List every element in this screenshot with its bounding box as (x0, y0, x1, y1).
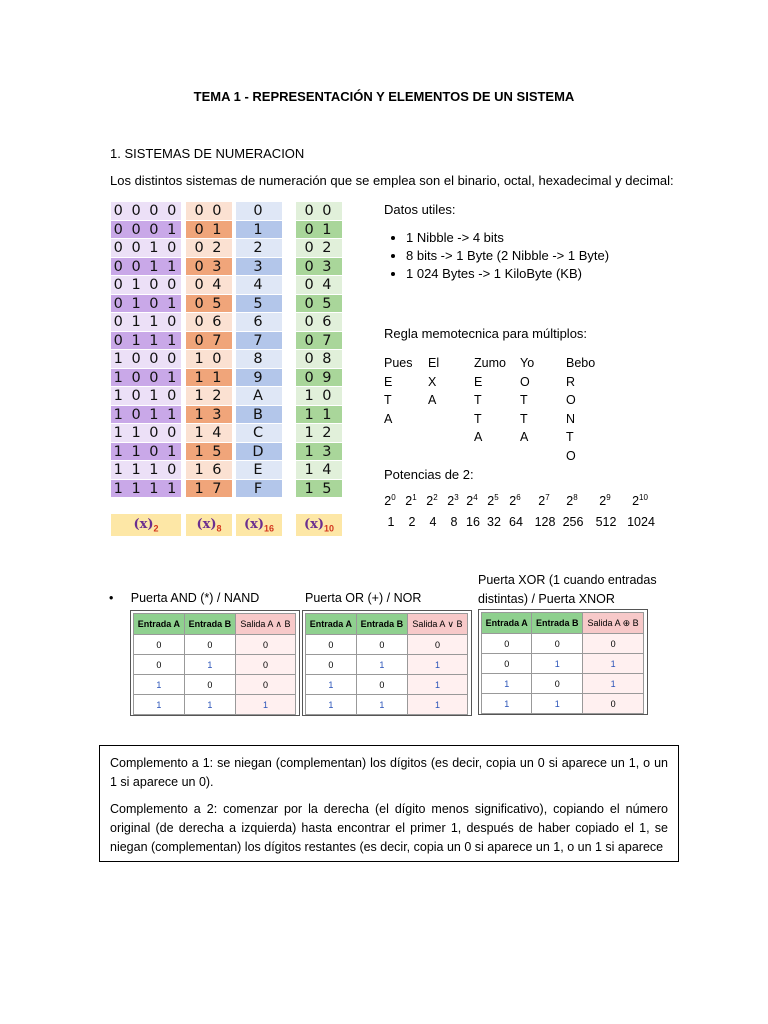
and-truth-table (133, 613, 296, 715)
mnemonic-letter: A (428, 393, 437, 407)
list-item: • 1 Nibble -> 4 bits (406, 230, 684, 245)
xor-gate-label (478, 571, 657, 609)
number-cell: 6 (236, 313, 282, 332)
table-cell: 1 (184, 655, 235, 675)
table-cell: 0 (356, 675, 407, 695)
mnemonic-letter: O (566, 393, 576, 407)
number-cell: 1 0 (186, 350, 232, 369)
table-cell: 0 (134, 635, 185, 655)
table-cell: 0 (583, 694, 644, 714)
number-cell: 0 1 0 1 (111, 295, 181, 314)
xor-label-line: distintas) / Puerta XNOR (478, 592, 615, 606)
power-exponent: 7 (545, 493, 550, 502)
mnemonic-word: Zumo (474, 356, 506, 370)
mnemonic-letter: N (566, 411, 576, 426)
table-cell: 1 (356, 695, 407, 715)
datos-heading: Datos utiles: (384, 202, 456, 217)
number-cell: 1 0 1 1 (111, 406, 181, 425)
number-cell: 5 (236, 295, 282, 314)
number-cell: 0 0 (296, 202, 342, 221)
power-base: $2^7$ (538, 493, 550, 509)
table-cell: 1 (235, 695, 295, 715)
number-cell: C (236, 424, 282, 443)
mnemonic-letter: X (428, 374, 437, 389)
table-cell: 1 (407, 655, 467, 675)
number-cell: 1 2 (296, 424, 342, 443)
complemento-box (99, 745, 679, 862)
number-cell: D (236, 443, 282, 462)
number-cell: 0 6 (296, 313, 342, 332)
column-header: Entrada B (532, 613, 583, 634)
number-cell: 2 (236, 239, 282, 258)
table-cell: 1 (407, 695, 467, 715)
number-cell: 1 0 0 0 (111, 350, 181, 369)
table-cell: 1 (407, 675, 467, 695)
number-cell: F (236, 480, 282, 499)
number-cell: 1 (236, 221, 282, 240)
table-header-row (306, 614, 468, 635)
power-value: 1 (387, 515, 395, 529)
mnemonic-word: El (428, 356, 440, 370)
list-item: • 8 bits -> 1 Byte (2 Nibble -> 1 Byte) (406, 248, 684, 263)
mnemonic-letter: T (520, 411, 528, 426)
table-header-row (482, 613, 644, 634)
column-header: Salida A ∧ B (235, 614, 295, 635)
power-base: $2^1$ (405, 493, 417, 509)
number-cell: 3 (236, 258, 282, 277)
mnemonic-letter: O (566, 448, 576, 463)
power-value: 16 (466, 515, 480, 529)
mnemonic-letter: A (520, 430, 529, 444)
decimal-column (296, 202, 342, 498)
table-header-row (134, 614, 296, 635)
hex-column (236, 202, 282, 498)
number-cell: 0 7 (186, 332, 232, 351)
power-exponent: 0 (391, 493, 396, 502)
section-heading: 1. SISTEMAS DE NUMERACION (110, 146, 305, 161)
power-exponent: 6 (516, 493, 521, 502)
power-value: 8 (450, 515, 458, 529)
and-gate-label: • Puerta AND (*) / NAND (109, 591, 260, 605)
mnemonic-column (384, 354, 413, 428)
table-row (134, 675, 296, 695)
number-cell: 1 6 (186, 461, 232, 480)
power-exponent: 9 (606, 493, 611, 502)
column-header: Entrada A (134, 614, 185, 635)
table-cell: 1 (482, 694, 532, 714)
mnemonic-word: Bebo (566, 356, 596, 370)
datos-utiles (384, 202, 684, 284)
power-value: 256 (562, 515, 584, 529)
number-cell: 0 5 (296, 295, 342, 314)
mnemonic-letter: T (384, 393, 392, 407)
column-header: Entrada B (184, 614, 235, 635)
mnemonic-word: Pues (384, 356, 413, 370)
power-exponent: 8 (573, 493, 578, 502)
number-cell: 1 0 (296, 387, 342, 406)
power-exponent: 2 (433, 493, 438, 502)
mnemonic-letter: A (474, 430, 483, 444)
table-row (482, 694, 644, 714)
table-row (306, 635, 468, 655)
mnemonic-letter: T (520, 393, 528, 407)
power-base: $2^8$ (566, 493, 578, 509)
mnemonic-column (520, 354, 534, 447)
number-cell: 0 1 (296, 221, 342, 240)
footer-base-2: $(x)_2$ (111, 514, 181, 536)
number-cell: 0 1 (186, 221, 232, 240)
number-cell: A (236, 387, 282, 406)
power-value: 64 (509, 515, 523, 529)
power-value: 32 (487, 515, 501, 529)
table-cell: 0 (235, 675, 295, 695)
number-cell: 1 5 (186, 443, 232, 462)
number-cell: E (236, 461, 282, 480)
mnemonic-letter: T (474, 411, 482, 426)
table-row (482, 654, 644, 674)
mnemonic-column (474, 354, 506, 447)
number-cell: 0 0 1 1 (111, 258, 181, 277)
power-base: $2^5$ (487, 493, 499, 509)
mnemonic-letter: E (384, 374, 393, 389)
number-cell: 1 7 (186, 480, 232, 499)
number-cell: 8 (236, 350, 282, 369)
mnemonic-letter: O (520, 374, 530, 389)
number-cell: 1 1 (186, 369, 232, 388)
table-row (306, 695, 468, 715)
or-gate-label: Puerta OR (+) / NOR (305, 591, 422, 605)
number-cell: 0 4 (186, 276, 232, 295)
regla-heading: Regla memotecnica para múltiplos: (384, 326, 588, 341)
footer-base-10: $(x)_{10}$ (296, 514, 342, 536)
mnemonic-letter: T (474, 393, 482, 407)
power-base: $2^0$ (384, 493, 396, 509)
column-header: Entrada B (356, 614, 407, 635)
intro-text: Los distintos sistemas de numeración que se emplea son el binario, octal, hexadecimal y decimal: (110, 173, 674, 188)
octal-column (186, 202, 232, 498)
table-row (482, 634, 644, 654)
table-cell: 1 (184, 695, 235, 715)
table-row (134, 635, 296, 655)
power-value: 1024 (627, 515, 655, 529)
number-cell: 0 7 (296, 332, 342, 351)
number-cell: 0 9 (296, 369, 342, 388)
number-cell: 1 1 1 0 (111, 461, 181, 480)
number-cell: B (236, 406, 282, 425)
number-cell: 0 8 (296, 350, 342, 369)
potencias-heading: Potencias de 2: (384, 467, 474, 482)
number-cell: 1 0 0 1 (111, 369, 181, 388)
number-cell: 1 1 1 1 (111, 480, 181, 499)
power-base: $2^9$ (599, 493, 611, 509)
table-cell: 0 (306, 655, 357, 675)
power-exponent: 3 (454, 493, 459, 502)
table-cell: 1 (583, 654, 644, 674)
number-cell: 0 0 1 0 (111, 239, 181, 258)
number-cell: 0 0 0 1 (111, 221, 181, 240)
footer-base-8: $(x)_8$ (186, 514, 232, 536)
number-cell: 0 0 0 0 (111, 202, 181, 221)
power-base: $2^4$ (466, 493, 478, 509)
power-base: $2^3$ (447, 493, 459, 509)
table-cell: 0 (235, 655, 295, 675)
table-cell: 1 (482, 674, 532, 694)
column-header: Entrada A (306, 614, 357, 635)
number-cell: 0 4 (296, 276, 342, 295)
number-cell: 0 0 (186, 202, 232, 221)
number-cell: 1 3 (186, 406, 232, 425)
power-base: $2^{10}$ (632, 493, 648, 509)
number-cell: 1 4 (296, 461, 342, 480)
number-cell: 4 (236, 276, 282, 295)
number-cell: 0 6 (186, 313, 232, 332)
table-row (134, 695, 296, 715)
footer-base-16: $(x)_{16}$ (236, 514, 282, 536)
table-cell: 0 (184, 635, 235, 655)
table-cell: 1 (134, 675, 185, 695)
power-base: $2^2$ (426, 493, 438, 509)
table-cell: 0 (532, 634, 583, 654)
table-cell: 1 (306, 675, 357, 695)
table-cell: 0 (235, 635, 295, 655)
number-cell: 0 1 0 0 (111, 276, 181, 295)
number-cell: 0 1 1 0 (111, 313, 181, 332)
table-row (134, 655, 296, 675)
datos-list (384, 230, 684, 281)
table-cell: 0 (532, 674, 583, 694)
number-cell: 1 4 (186, 424, 232, 443)
table-cell: 1 (356, 655, 407, 675)
column-header: Entrada A (482, 613, 532, 634)
table-row (482, 674, 644, 694)
table-cell: 0 (482, 634, 532, 654)
number-cell: 1 1 (296, 406, 342, 425)
mnemonic-word: Yo (520, 356, 535, 370)
number-cell: 0 1 1 1 (111, 332, 181, 351)
table-cell: 0 (356, 635, 407, 655)
mnemonic-letter: A (384, 411, 393, 426)
mnemonic-letter: T (566, 430, 574, 444)
table-cell: 0 (306, 635, 357, 655)
table-cell: 0 (134, 655, 185, 675)
table-cell: 1 (532, 654, 583, 674)
power-exponent: 5 (494, 493, 499, 502)
xor-label-line: Puerta XOR (1 cuando entradas (478, 573, 657, 587)
column-header: Salida A ⊕ B (583, 613, 644, 634)
power-value: 4 (429, 515, 437, 529)
power-base: $2^6$ (509, 493, 521, 509)
column-header: Salida A ∨ B (407, 614, 467, 635)
table-row (306, 655, 468, 675)
page-title: TEMA 1 - REPRESENTACIÓN Y ELEMENTOS DE UN SISTEMA (193, 89, 575, 104)
table-row (306, 675, 468, 695)
number-cell: 1 3 (296, 443, 342, 462)
power-exponent: 10 (639, 493, 648, 502)
mnemonic-column (428, 354, 439, 410)
or-truth-table (305, 613, 468, 715)
number-cell: 0 3 (296, 258, 342, 277)
table-cell: 1 (134, 695, 185, 715)
table-cell: 0 (184, 675, 235, 695)
power-exponent: 4 (473, 493, 478, 502)
list-item: • 1 024 Bytes -> 1 KiloByte (KB) (406, 266, 684, 281)
complemento-2: Complemento a 2: comenzar por la derecha (el dígito menos significativo), copiando el número original (de derecha a izquierda) hasta encontrar el primer 1, después de haber copiado el 1, se niegan (complementan) los dígitos restantes (es decir, copia un 0 si aparece un 1, o un 1 si aparece (110, 802, 668, 854)
table-cell: 0 (482, 654, 532, 674)
table-cell: 1 (532, 694, 583, 714)
mnemonic-letter: E (474, 374, 483, 389)
table-cell: 1 (583, 674, 644, 694)
number-cell: 1 1 0 1 (111, 443, 181, 462)
complemento-1: Complemento a 1: se niegan (complementan) los dígitos (es decir, copia un 0 si aparece un 1, o un 1 si aparece un 0). (110, 756, 668, 789)
number-cell: 0 3 (186, 258, 232, 277)
binary-column (111, 202, 181, 498)
power-value: 128 (534, 515, 556, 529)
number-cell: 0 (236, 202, 282, 221)
table-cell: 0 (583, 634, 644, 654)
power-value: 512 (595, 515, 617, 529)
power-exponent: 1 (412, 493, 417, 502)
number-cell: 1 5 (296, 480, 342, 499)
mnemonic-column (566, 354, 595, 465)
number-cell: 1 0 1 0 (111, 387, 181, 406)
power-value: 2 (408, 515, 416, 529)
table-cell: 0 (407, 635, 467, 655)
number-cell: 0 2 (296, 239, 342, 258)
number-cell: 1 1 0 0 (111, 424, 181, 443)
number-cell: 9 (236, 369, 282, 388)
number-cell: 0 2 (186, 239, 232, 258)
xor-truth-table (481, 612, 644, 714)
table-cell: 1 (306, 695, 357, 715)
mnemonic-letter: R (566, 374, 576, 389)
number-cell: 0 5 (186, 295, 232, 314)
number-cell: 1 2 (186, 387, 232, 406)
number-cell: 7 (236, 332, 282, 351)
